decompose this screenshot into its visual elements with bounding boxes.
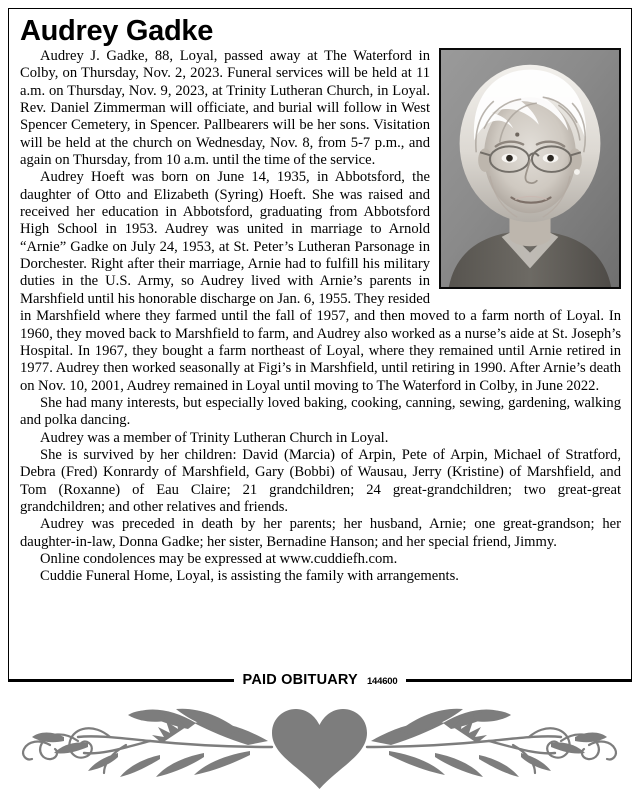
paid-obituary-label: PAID OBITUARY [242,672,358,688]
flourish-illustration [0,697,639,797]
heart-flourish-ornament [0,697,639,797]
obituary-paragraph: Audrey was preceded in death by her parents; her husband, Arnie; one great-grandson; her daughter-in-law, Donna Gadke; her sister, Bernadine Hanson; and her special friend, Jimmy. [20,516,621,550]
footer-rule-left [8,679,234,682]
obituary-paragraph: Audrey J. Gadke, 88, Loyal, passed away at The Waterford in Colby, on Thursday, Nov. 2, 2023. Funeral services will be held at 11 a.m. on Thursday, Nov. 9, 2023, at Trinity Lutheran Church, in Loyal. Rev. Daniel Zimmerman will officiate, and burial will follow in West Spencer Cemetery, in Spencer. Pallbearers will be her sons. Visitation will be held at the church on Wednesday, Nov. 8, from 5-7 p.m., and again on Thursday, from 10 a.m. until the time of the service. [20,48,430,169]
obituary-content [9,9,631,679]
obituary-paragraph: She is survived by her children: David (Marcia) of Arpin, Pete of Arpin, Michael of Stratford, Debra (Fred) Konrardy of Marshfield, Gary (Bobbi) of Wausau, Jerry (Kristine) of Marshfield, and Tom (Roxanne) of Eau Claire; 21 grandchildren; 24 great-grandchildren; two great-great grandchildren; and other relatives and friends. [20,446,621,515]
ad-number: 144600 [366,676,398,687]
obituary-paragraph: She had many interests, but especially loved baking, cooking, canning, sewing, gardening, walking and polka dancing. [20,394,621,429]
heart-shape [272,709,367,789]
obituary-paragraph: Online condolences may be expressed at www.cuddiefh.com. [40,550,398,567]
portrait-illustration [441,50,619,287]
obituary-paragraph: Audrey was a member of Trinity Lutheran Church in Loyal. [40,429,389,446]
footer-label-group [234,672,407,688]
obituary-card [8,8,632,680]
obituary-paragraph: Cuddie Funeral Home, Loyal, is assisting the family with arrangements. [40,568,459,585]
paid-obituary-footer [8,666,632,694]
obituary-paragraph: Audrey Hoeft was born on June 14, 1935, in Abbotsford, the daughter of Otto and Elizabeth (Syring) Hoeft. She was raised and received her education in Abbotsford, graduating from Abbotsford High School in 1953. Audrey was united in marriage to Arnold “Arnie” Gadke on July 24, 1953, at St. Peter’s Lutheran Parsonage in Dorchester. Right after their marriage, Arnie had to fulfill his military duties in the U.S. Army, so Audrey lived with Arnie’s parents in Marshfield until his honorable discharge on Jan. 6, 1955. They resided in Marshfield where they farmed until the fall of 1957, and then moved to a farm north of Loyal. In 1960, they moved back to Marshfield to farm, and Audrey also worked as a nurse’s aide at St. Joseph’s Hospital. In 1967, they bought a farm northeast of Loyal, where they remained until Arnie retired in 1977. Audrey then worked seasonally at Figi’s in Marshfield, until retiring in 1990. After Arnie’s death on Nov. 10, 2001, Audrey remained in Loyal until moving to The Waterford in Colby, in June 2022. [20,169,621,394]
page-title: Audrey Gadke [20,15,214,47]
portrait-photo [439,48,621,289]
footer-rule-right [406,679,632,682]
